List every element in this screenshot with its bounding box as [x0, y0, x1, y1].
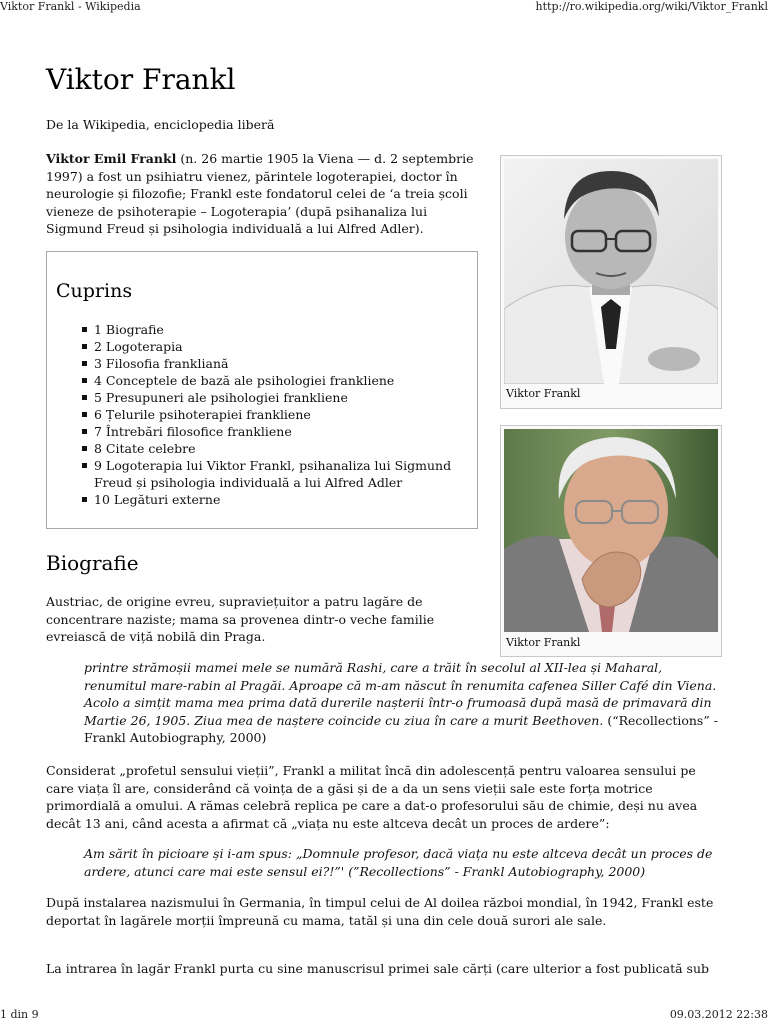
toc-item[interactable]: 5 Presupuneri ale psihologiei frankliene: [47, 389, 477, 406]
portrait-photo-color[interactable]: [504, 429, 718, 632]
toc-item[interactable]: 1 Biografie: [47, 321, 477, 338]
biografie-paragraph-3: După instalarea nazismului în Germania, în timpul celui de Al doilea război mondial, în 1942, Frankl este deportat în lagărele morții împreună cu mama, tatăl și una din cele două surori ale sale.: [46, 895, 714, 928]
biografie-paragraph-1: Austriac, de origine evreu, supraviețuitor a patru lagăre de concentrare naziste; mama sa provenea dintr-o veche familie evreiască de viță nobilă din Praga.: [46, 594, 435, 644]
page-footer-page-number: 1 din 9: [0, 1008, 39, 1021]
quote-1-source: (“Recollections” - Frankl Autobiography, 2000): [84, 712, 718, 745]
quote-1-text: printre strămoșii mamei mele se numără Rashi, care a trăit în secolul al XII-lea și Maharal, renumitul mare-rabin al Pragăi. Aproape că m-am născut în renumita cafenea Siller Café din Viena. Acolo a simțit mama mea prima dată durerile nașterii într-o frumoasă după masă de primavară din Martie 26, 1905. Ziua mea de naștere coincide cu ziua în care a murit Beethoven.: [84, 660, 717, 728]
portrait-photo-bw[interactable]: [504, 159, 718, 384]
portrait-bw-image: [504, 159, 718, 384]
biografie-paragraph-4: La intrarea în lagăr Frankl purta cu sine manuscrisul primei sale cărți (care ulterior a fost publicată sub: [46, 961, 710, 976]
recollections-quote-2: Am sărit în picioare și i-am spus: „Domnule profesor, dacă viața nu este altceva decât un proces de ardere, atunci care mai este sensul ei?!”' (”Recollections” - Frankl Autobiography, 2000): [84, 846, 713, 879]
portrait-caption-2: Viktor Frankl: [506, 636, 581, 649]
section-heading-biografie: Biografie: [46, 551, 139, 575]
toc-item[interactable]: 9 Logoterapia lui Viktor Frankl, psihanaliza lui Sigmund Freud și psihologia individuală a lui Alfred Adler: [47, 457, 477, 491]
page-footer-timestamp: 09.03.2012 22:38: [669, 1008, 768, 1021]
page-tagline: De la Wikipedia, enciclopedia liberă: [46, 117, 275, 132]
biografie-paragraph-2: Considerat „profetul sensului vieții”, Frankl a militat încă din adolescență pentru valoarea sensului pe care viața îl are, considerând că voința de a găsi și de a da un sens vieții sale este forța motrice primordială a omului. A rămas celebră replica pe care a dat-o profesorului său de chimie, deși nu avea decât 13 ani, când acesta a afirmat că „viața nu este altceva decât un proces de ardere”:: [46, 763, 698, 831]
toc-list: [47, 321, 477, 508]
toc-item[interactable]: 7 Întrebări filosofice frankliene: [47, 423, 477, 440]
toc-item[interactable]: 6 Țelurile psihoterapiei frankliene: [47, 406, 477, 423]
intro-name: Viktor Emil Frankl: [46, 151, 177, 166]
recollections-quote-1: [84, 659, 724, 747]
toc-item[interactable]: 4 Conceptele de bază ale psihologiei frankliene: [47, 372, 477, 389]
page-header-url: http://ro.wikipedia.org/wiki/Viktor_Frankl: [535, 0, 768, 13]
page-title: Viktor Frankl: [46, 63, 236, 96]
portrait-figure-1: [500, 155, 722, 409]
portrait-figure-2: [500, 425, 722, 657]
portrait-color-image: [504, 429, 718, 632]
intro-paragraph: [46, 150, 478, 238]
portrait-caption-1: Viktor Frankl: [506, 387, 581, 400]
toc-item[interactable]: 3 Filosofia frankliană: [47, 355, 477, 372]
intro-text: (n. 26 martie 1905 la Viena — d. 2 septembrie 1997) a fost un psihiatru vienez, părintele logoterapiei, doctor în neurologie și filozofie; Frankl este fondatorul celei de ‘a treia școli vieneze de psihoterapie – Logoterapia’ (după psihanaliza lui Sigmund Freud și psihologia individuală a lui Alfred Adler).: [46, 151, 474, 236]
toc-item[interactable]: 10 Legături externe: [47, 491, 477, 508]
toc-title: Cuprins: [56, 280, 133, 302]
page-header-title: Viktor Frankl - Wikipedia: [0, 0, 141, 13]
toc-item[interactable]: 8 Citate celebre: [47, 440, 477, 457]
table-of-contents: [46, 251, 478, 529]
toc-item[interactable]: 2 Logoterapia: [47, 338, 477, 355]
